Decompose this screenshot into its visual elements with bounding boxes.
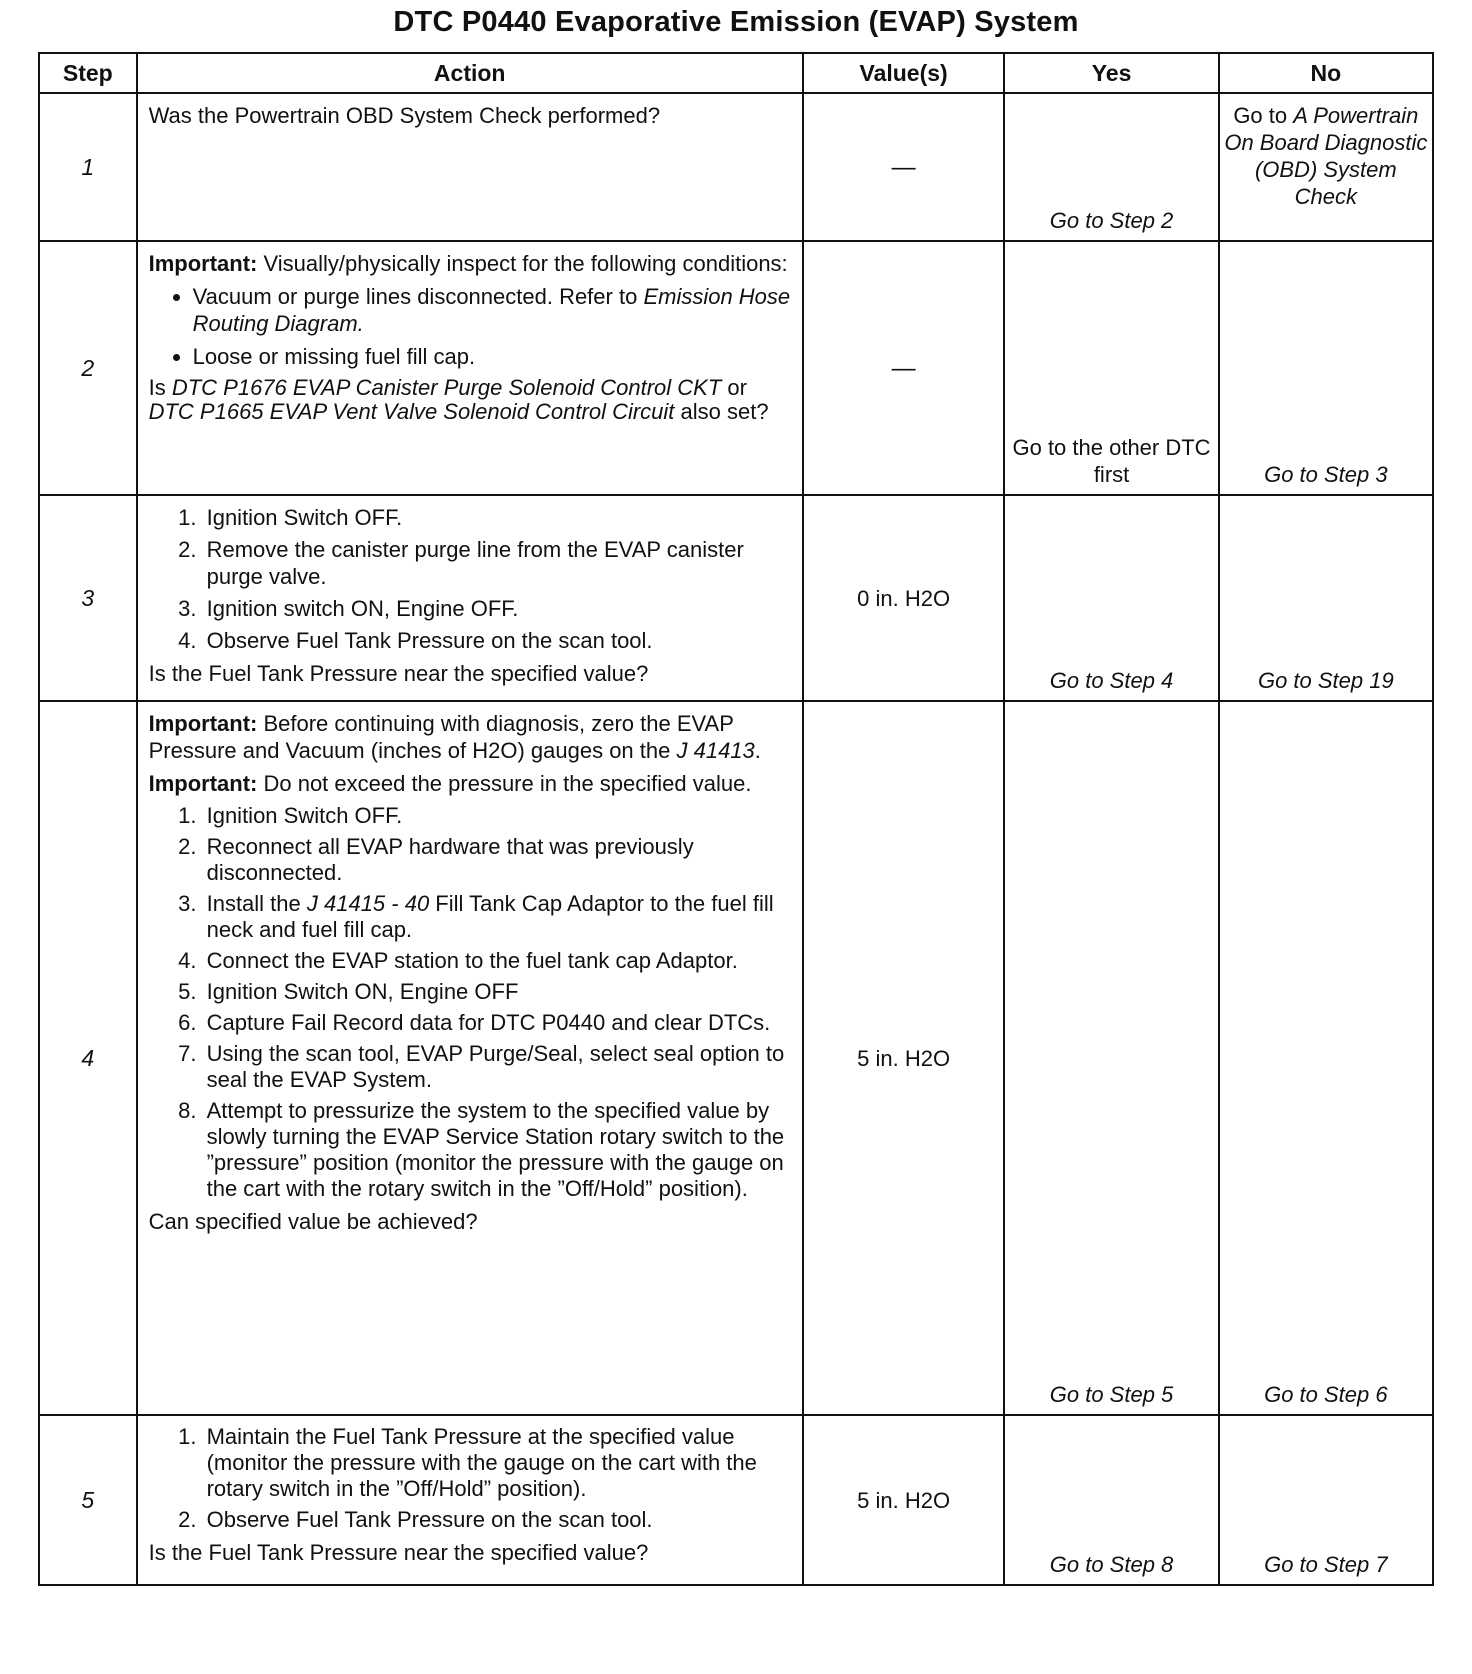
table-row [39, 241, 1433, 495]
header-yes: Yes [1004, 53, 1218, 93]
action-cell [137, 1415, 803, 1585]
step-number: 4 [39, 701, 137, 1415]
no-cell [1219, 93, 1433, 241]
value-text: — [891, 153, 916, 181]
no-goto: Go to Step 19 [1257, 668, 1394, 693]
important-label: Important: [148, 251, 258, 276]
list-item: 8. Attempt to pressurize the system to the specified value by slowly turning the EVAP Service Station rotary switch to the ”pressure” position (monitor the pressure with the gauge on the cart with the rotary switch in the ”Off/Hold” position). [203, 1098, 792, 1202]
table-row [39, 93, 1433, 241]
list-item-text: Vacuum or purge lines disconnected. Refer to [192, 284, 644, 309]
value-cell [803, 241, 1005, 495]
header-action: Action [137, 53, 803, 93]
important-note [149, 250, 792, 277]
value-text: 5 in. H2O [857, 1487, 951, 1513]
list-item [203, 891, 792, 943]
list-item: 1. Ignition Switch OFF. [203, 803, 792, 829]
important-label: Important: [148, 711, 258, 736]
value-cell [803, 701, 1005, 1415]
no-goto: Go to Step 7 [1264, 1552, 1388, 1577]
step-number: 3 [39, 495, 137, 701]
yes-cell [1004, 495, 1218, 701]
action-cell [137, 495, 803, 701]
value-text: 5 in. H2O [857, 1045, 951, 1071]
action-question: Can specified value be achieved? [148, 1209, 478, 1234]
list-item: 7. Using the scan tool, EVAP Purge/Seal, select seal option to seal the EVAP System. [203, 1041, 792, 1093]
list-item: 2. Remove the canister purge line from the EVAP canister purge valve. [203, 536, 792, 590]
list-item-text: Fill Tank Cap Adaptor to the fuel fill neck and fuel fill cap. [206, 891, 774, 942]
question-dtc-reference: DTC P1676 EVAP Canister Purge Solenoid Control CKT [171, 375, 722, 400]
question-text: or [721, 375, 747, 400]
action-cell [137, 701, 803, 1415]
table-row [39, 1415, 1433, 1585]
yes-goto: Go to Step 5 [1049, 1382, 1174, 1407]
important-note [149, 710, 792, 764]
yes-cell [1004, 93, 1218, 241]
no-goto: Go to Step 3 [1264, 462, 1388, 487]
action-cell [137, 93, 803, 241]
yes-cell [1004, 701, 1218, 1415]
important-note [149, 770, 792, 797]
question-text: also set? [674, 399, 769, 424]
action-cell [137, 241, 803, 495]
important-text: Before continuing with diagnosis, zero the EVAP Pressure and Vacuum (inches of H2O) gauges on the [148, 711, 734, 763]
procedure-list [149, 803, 792, 1202]
table-row [39, 495, 1433, 701]
list-item: 2. Observe Fuel Tank Pressure on the scan tool. [203, 1507, 792, 1533]
value-cell [803, 93, 1005, 241]
tool-reference: J 41415 - 40 [306, 891, 430, 916]
yes-cell [1004, 241, 1218, 495]
header-no: No [1219, 53, 1433, 93]
list-item: 2. Reconnect all EVAP hardware that was previously disconnected. [203, 834, 792, 886]
list-item: 1. Maintain the Fuel Tank Pressure at the specified value (monitor the pressure with the gauge on the cart with the rotary switch in the ”Off/Hold” position). [203, 1424, 792, 1502]
header-row [39, 53, 1433, 93]
action-question: Is the Fuel Tank Pressure near the specified value? [148, 661, 649, 686]
step-number: 2 [39, 241, 137, 495]
procedure-list [149, 1424, 792, 1533]
list-item: 5. Ignition Switch ON, Engine OFF [203, 979, 792, 1005]
no-cell [1219, 495, 1433, 701]
yes-goto: Go to Step 2 [1049, 208, 1174, 233]
important-text: Visually/physically inspect for the following conditions: [257, 251, 788, 276]
question-text: Is [148, 375, 172, 400]
condition-list [149, 283, 792, 370]
step-number: 5 [39, 1415, 137, 1585]
list-item [193, 283, 792, 337]
no-cell [1219, 1415, 1433, 1585]
value-cell [803, 1415, 1005, 1585]
tool-reference: J 41413 [676, 738, 755, 763]
list-item: 6. Capture Fail Record data for DTC P0440 and clear DTCs. [203, 1010, 792, 1036]
header-values: Value(s) [803, 53, 1005, 93]
procedure-list [149, 504, 792, 654]
value-cell [803, 495, 1005, 701]
diagnostic-table [38, 52, 1434, 1586]
list-item: 1. Ignition Switch OFF. [203, 504, 792, 531]
page-title: DTC P0440 Evaporative Emission (EVAP) System [393, 6, 1079, 38]
important-text: Do not exceed the pressure in the specified value. [257, 771, 752, 796]
no-goto: Go to Step 6 [1264, 1382, 1388, 1407]
no-goto-reference: A Powertrain On Board Diagnostic (OBD) System Check [1224, 103, 1428, 209]
yes-goto: Go to Step 4 [1049, 668, 1174, 693]
header-step: Step [39, 53, 137, 93]
value-text: — [891, 354, 916, 382]
list-item-text: Install the [206, 891, 307, 916]
question-dtc-reference: DTC P1665 EVAP Vent Valve Solenoid Control Circuit [148, 399, 675, 424]
list-item-reference: Emission Hose Routing Diagram. [192, 284, 791, 336]
table-row [39, 701, 1433, 1415]
yes-goto: Go to Step 8 [1049, 1552, 1174, 1577]
action-question: Is the Fuel Tank Pressure near the specified value? [148, 1540, 649, 1565]
list-item [193, 343, 792, 370]
step-number: 1 [39, 93, 137, 241]
action-question [149, 376, 792, 424]
list-item: 4. Connect the EVAP station to the fuel tank cap Adaptor. [203, 948, 792, 974]
yes-cell [1004, 1415, 1218, 1585]
value-text: 0 in. H2O [857, 585, 951, 611]
important-label: Important: [148, 771, 258, 796]
no-goto-lead: Go to [1233, 103, 1294, 128]
action-question: Was the Powertrain OBD System Check performed? [148, 103, 661, 128]
no-cell [1219, 241, 1433, 495]
list-item: 3. Ignition switch ON, Engine OFF. [203, 595, 792, 622]
important-text: . [754, 738, 761, 763]
list-item-text: Loose or missing fuel fill cap. [192, 344, 476, 369]
yes-goto: Go to the other DTC first [1012, 435, 1211, 487]
list-item: 4. Observe Fuel Tank Pressure on the scan tool. [203, 627, 792, 654]
no-cell [1219, 701, 1433, 1415]
